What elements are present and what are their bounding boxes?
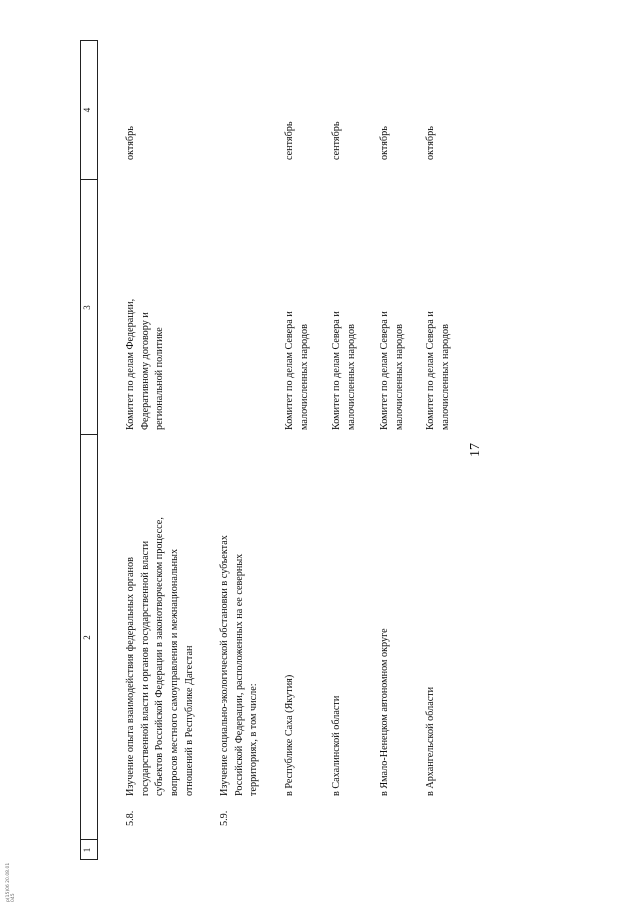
description-line: государственной власти и органов государственной власти <box>139 540 151 796</box>
description-line: субъектов Российской Федерации в законотворческом процессе, <box>154 517 166 796</box>
committee-line: малочисленных народов <box>393 324 405 430</box>
committee-line: Комитет по делам Севера и <box>331 311 342 430</box>
committee-line: региональной политике <box>154 327 166 430</box>
region-name: в Ямало-Ненецком автономном округе <box>379 628 390 796</box>
item-number: 5.8. <box>125 810 136 826</box>
committee-line: Федеративному договору и <box>139 312 151 430</box>
deadline-month: октябрь <box>379 126 390 160</box>
item-number: 5.9. <box>219 810 230 826</box>
description-line: отношений в Республике Дагестан <box>183 645 195 796</box>
column-number-1: 1 <box>82 847 92 853</box>
deadline-month: октябрь <box>425 126 436 160</box>
description-line: Изучение опыта взаимодействия федеральных органов <box>125 557 136 796</box>
column-number-3: 3 <box>82 305 92 310</box>
committee-line: малочисленных народов <box>439 324 451 430</box>
committee-line: Комитет по делам Федерации, <box>125 298 136 430</box>
responsible-committee <box>378 311 407 430</box>
rotated-page <box>80 40 620 860</box>
responsible-committee <box>424 311 453 430</box>
deadline-month: октябрь <box>125 126 136 160</box>
description-line: Изучение социально-экологической обстановки в субъектах <box>219 535 230 796</box>
header-bottom-line <box>97 40 98 860</box>
description-line: вопросов местного самоуправления и межнациональных <box>169 548 181 796</box>
region-name: в Республике Саха (Якутия) <box>284 674 295 796</box>
region-name: в Архангельской области <box>425 686 436 796</box>
committee-line: малочисленных народов <box>345 324 357 430</box>
committee-line: Комитет по делам Севера и <box>425 311 436 430</box>
responsible-committee <box>283 311 312 430</box>
description-line: территориях, в том числе: <box>248 683 260 796</box>
committee-line: Комитет по делам Севера и <box>284 311 295 430</box>
responsible-committee <box>124 299 168 430</box>
column-number-4: 4 <box>82 107 92 113</box>
deadline-month: сентябрь <box>284 121 295 160</box>
footer-code: р(15)0б 20.08.01 045 <box>6 862 16 902</box>
description-line: Российской Федерации, расположенных на ее северных <box>233 553 245 796</box>
column-number-2: 2 <box>82 635 92 640</box>
item-description <box>218 535 262 796</box>
item-description <box>124 517 198 796</box>
page-number: 17 <box>468 443 483 457</box>
committee-line: Комитет по делам Севера и <box>379 311 390 430</box>
region-name: в Сахалинской области <box>331 695 342 796</box>
committee-line: малочисленных народов <box>298 324 310 430</box>
header-top-line <box>80 40 81 860</box>
deadline-month: сентябрь <box>331 121 342 160</box>
responsible-committee <box>330 311 359 430</box>
